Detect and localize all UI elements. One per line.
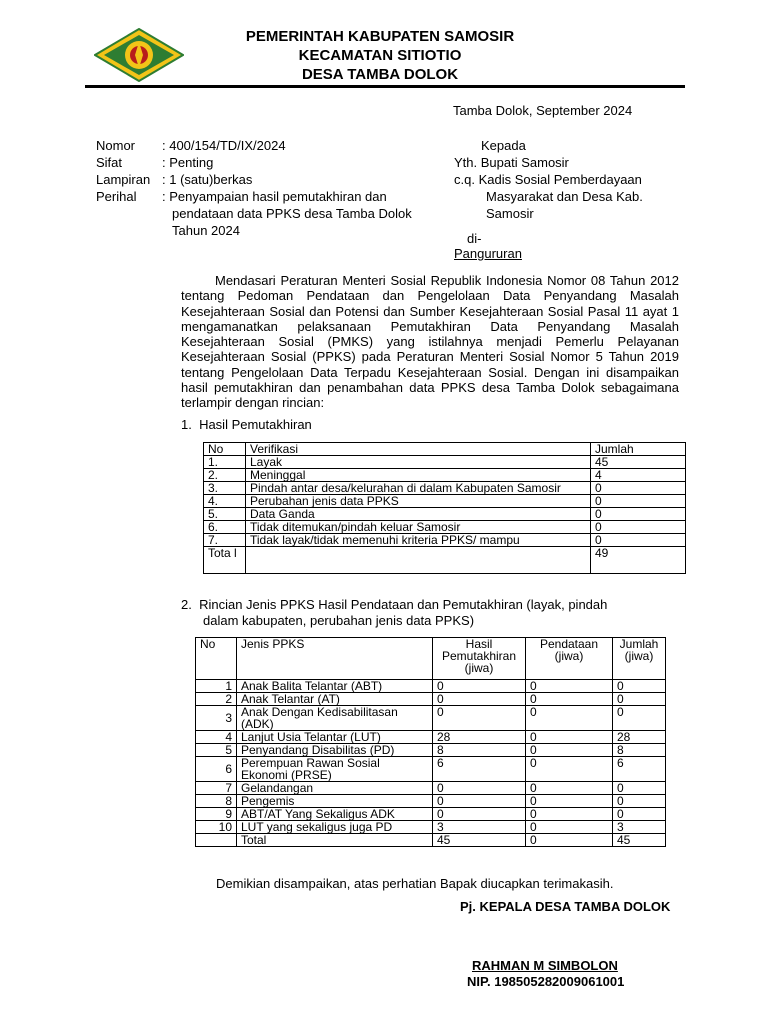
cell-jumlah: 0 — [591, 508, 686, 521]
cell-no: 7. — [204, 534, 246, 547]
table-row — [204, 534, 686, 547]
table-header-row — [204, 443, 686, 456]
signature-name: RAHMAN M SIMBOLON — [472, 958, 618, 973]
cell-jumlah: 6 — [613, 757, 666, 782]
table-row — [196, 782, 666, 795]
cell-jumlah: 0 — [591, 495, 686, 508]
cell-jumlah: 0 — [591, 521, 686, 534]
cell-jenis: Lanjut Usia Telantar (LUT) — [237, 731, 433, 744]
header-government: PEMERINTAH KABUPATEN SAMOSIR — [245, 28, 515, 45]
table-row — [196, 795, 666, 808]
table-row — [204, 521, 686, 534]
cell-hasil: 0 — [433, 706, 526, 731]
cell-jenis: Anak Dengan Kedisabilitasan (ADK) — [237, 706, 433, 731]
header-no: No — [204, 443, 246, 456]
header-divider — [85, 85, 685, 88]
cell-no: 6 — [196, 757, 237, 782]
cell-jenis: Perempuan Rawan Sosial Ekonomi (PRSE) — [237, 757, 433, 782]
recipient-line-4: Samosir — [486, 206, 534, 221]
sifat-value: : Penting — [162, 155, 214, 170]
letter-date: Tamba Dolok, September 2024 — [453, 103, 633, 118]
nomor-value: : 400/154/TD/IX/2024 — [162, 138, 286, 153]
cell-no: 2 — [196, 693, 237, 706]
cell-no: 9 — [196, 808, 237, 821]
ppks-detail-table — [195, 637, 666, 847]
cell-pendataan: 0 — [526, 706, 613, 731]
header-verifikasi: Verifikasi — [246, 443, 591, 456]
section-1-heading: 1. Hasil Pemutakhiran — [181, 417, 312, 432]
table-row — [196, 808, 666, 821]
cell-no: 4 — [196, 731, 237, 744]
cell-jumlah: 0 — [591, 482, 686, 495]
cell-no: 1 — [196, 680, 237, 693]
cell-jumlah: 8 — [613, 744, 666, 757]
header-district: KECAMATAN SITIOTIO — [298, 47, 462, 64]
cell-jumlah: 45 — [613, 834, 666, 847]
cell-jumlah: 0 — [613, 782, 666, 795]
cell-hasil: 0 — [433, 693, 526, 706]
cell-jenis: Gelandangan — [237, 782, 433, 795]
cell-jumlah: 0 — [613, 795, 666, 808]
table-row — [196, 757, 666, 782]
cell-verifikasi: Tidak ditemukan/pindah keluar Samosir — [246, 521, 591, 534]
cell-verifikasi: Pindah antar desa/kelurahan di dalam Kabupaten Samosir — [246, 482, 591, 495]
cell-jenis: LUT yang sekaligus juga PD — [237, 821, 433, 834]
section-2-heading-2: dalam kabupaten, perubahan jenis data PPKS) — [203, 613, 475, 628]
nomor-label: Nomor — [96, 138, 136, 153]
header-hasil: Hasil Pemutakhiran (jiwa) — [433, 638, 526, 680]
cell-jumlah: 0 — [613, 808, 666, 821]
table-row — [196, 680, 666, 693]
cell-jumlah: 4 — [591, 469, 686, 482]
cell-pendataan: 0 — [526, 795, 613, 808]
cell-hasil: 6 — [433, 757, 526, 782]
table-row — [204, 469, 686, 482]
cell-jumlah: 0 — [591, 534, 686, 547]
cell-no: 6. — [204, 521, 246, 534]
cell-hasil: 0 — [433, 680, 526, 693]
cell-pendataan: 0 — [526, 782, 613, 795]
perihal-value-3: Tahun 2024 — [172, 223, 240, 238]
header-jumlah: Jumlah — [591, 443, 686, 456]
regency-logo — [94, 28, 184, 82]
cell-verifikasi: Layak — [246, 456, 591, 469]
perihal-label: Perihal — [96, 189, 137, 204]
cell-jenis: Anak Telantar (AT) — [237, 693, 433, 706]
table-row — [204, 482, 686, 495]
body-paragraph: Mendasari Peraturan Menteri Sosial Republik Indonesia Nomor 08 Tahun 2012 tentang Pedoman Pendataan dan Pengelolaan Data Penyandang Masalah Kesejahteraan Sosial dan Potensi dan Sumber Kesejahteraan Sosial Pasal 11 ayat 1 mengamanatkan pelaksanaan Pemutakhiran Data Penyandang Masalah Kesejahteraan Sosial (PMKS) yang istilahnya menjadi Pemerlu Pelayanan Kesejahteraan Sosial (PPKS) pada Peraturan Menteri Sosial Nomor 5 Tahun 2019 tentang Pengelolaan Data Terpadu Kesejahteraan Sosial. Dengan ini disampaikan hasil pemutakhiran dan penambahan data PPKS desa Tamba Dolok sebagaimana terlampir dengan rincian: — [181, 273, 679, 411]
lampiran-value: : 1 (satu)berkas — [162, 172, 253, 187]
table-row — [196, 706, 666, 731]
cell-verifikasi: Tidak layak/tidak memenuhi kriteria PPKS/ mampu — [246, 534, 591, 547]
cell-jumlah: 45 — [591, 456, 686, 469]
cell-no: 10 — [196, 821, 237, 834]
lampiran-label: Lampiran — [96, 172, 151, 187]
perihal-value-1: : Penyampaian hasil pemutakhiran dan — [162, 189, 387, 204]
table-row — [196, 693, 666, 706]
cell-verifikasi: Meninggal — [246, 469, 591, 482]
cell-jumlah: 28 — [613, 731, 666, 744]
table-header-row — [196, 638, 666, 680]
cell-jenis: Pengemis — [237, 795, 433, 808]
recipient-kepada: Kepada — [481, 138, 526, 153]
header-village: DESA TAMBA DOLOK — [301, 66, 459, 83]
cell-no — [196, 834, 237, 847]
cell-no: 2. — [204, 469, 246, 482]
cell-verifikasi: Data Ganda — [246, 508, 591, 521]
table-row — [204, 508, 686, 521]
cell-no: 8 — [196, 795, 237, 808]
table-row — [196, 744, 666, 757]
cell-no: 3 — [196, 706, 237, 731]
cell-pendataan: 0 — [526, 821, 613, 834]
table-total-row — [196, 834, 666, 847]
recipient-line-1: Yth. Bupati Samosir — [454, 155, 569, 170]
cell-hasil: 45 — [433, 834, 526, 847]
verification-table — [203, 442, 686, 574]
cell-jenis: ABT/AT Yang Sekaligus ADK — [237, 808, 433, 821]
total-value: 49 — [591, 547, 686, 574]
cell-pendataan: 0 — [526, 680, 613, 693]
cell-hasil: 8 — [433, 744, 526, 757]
cell-jumlah: 0 — [613, 706, 666, 731]
table-row — [204, 495, 686, 508]
header-no: No — [196, 638, 237, 680]
cell-no: 3. — [204, 482, 246, 495]
signature-nip: NIP. 198505282009061001 — [467, 974, 625, 989]
cell-jumlah: 0 — [613, 680, 666, 693]
cell-pendataan: 0 — [526, 834, 613, 847]
cell-pendataan: 0 — [526, 744, 613, 757]
cell-jenis: Anak Balita Telantar (ABT) — [237, 680, 433, 693]
cell-hasil: 3 — [433, 821, 526, 834]
cell-jumlah: 0 — [613, 693, 666, 706]
section-2-heading-1: 2. Rincian Jenis PPKS Hasil Pendataan dan Pemutakhiran (layak, pindah — [181, 597, 608, 612]
cell-no: 1. — [204, 456, 246, 469]
recipient-place: Pangururan — [454, 246, 522, 261]
recipient-line-3: Masyarakat dan Desa Kab. — [486, 189, 643, 204]
sifat-label: Sifat — [96, 155, 123, 170]
table-row — [196, 821, 666, 834]
cell-pendataan: 0 — [526, 731, 613, 744]
header-pendataan: Pendataan (jiwa) — [526, 638, 613, 680]
closing-sentence: Demikian disampaikan, atas perhatian Bapak diucapkan terimakasih. — [216, 876, 614, 891]
table-row — [204, 456, 686, 469]
cell-jenis: Penyandang Disabilitas (PD) — [237, 744, 433, 757]
cell-jumlah: 3 — [613, 821, 666, 834]
cell-no: 5. — [204, 508, 246, 521]
cell-pendataan: 0 — [526, 808, 613, 821]
cell-no: 4. — [204, 495, 246, 508]
recipient-line-2: c.q. Kadis Sosial Pemberdayaan — [454, 172, 642, 187]
header-jenis: Jenis PPKS — [237, 638, 433, 680]
header-jumlah: Jumlah (jiwa) — [613, 638, 666, 680]
cell-total-label: Total — [237, 834, 433, 847]
total-empty — [246, 547, 591, 574]
perihal-value-2: pendataan data PPKS desa Tamba Dolok — [172, 206, 412, 221]
cell-hasil: 0 — [433, 782, 526, 795]
recipient-di: di- — [467, 231, 482, 246]
cell-no: 7 — [196, 782, 237, 795]
total-label: Tota l — [204, 547, 246, 574]
cell-hasil: 0 — [433, 808, 526, 821]
table-total-row — [204, 547, 686, 574]
cell-pendataan: 0 — [526, 757, 613, 782]
signature-title: Pj. KEPALA DESA TAMBA DOLOK — [460, 899, 671, 914]
cell-hasil: 0 — [433, 795, 526, 808]
cell-pendataan: 0 — [526, 693, 613, 706]
table-row — [196, 731, 666, 744]
cell-verifikasi: Perubahan jenis data PPKS — [246, 495, 591, 508]
cell-hasil: 28 — [433, 731, 526, 744]
cell-no: 5 — [196, 744, 237, 757]
